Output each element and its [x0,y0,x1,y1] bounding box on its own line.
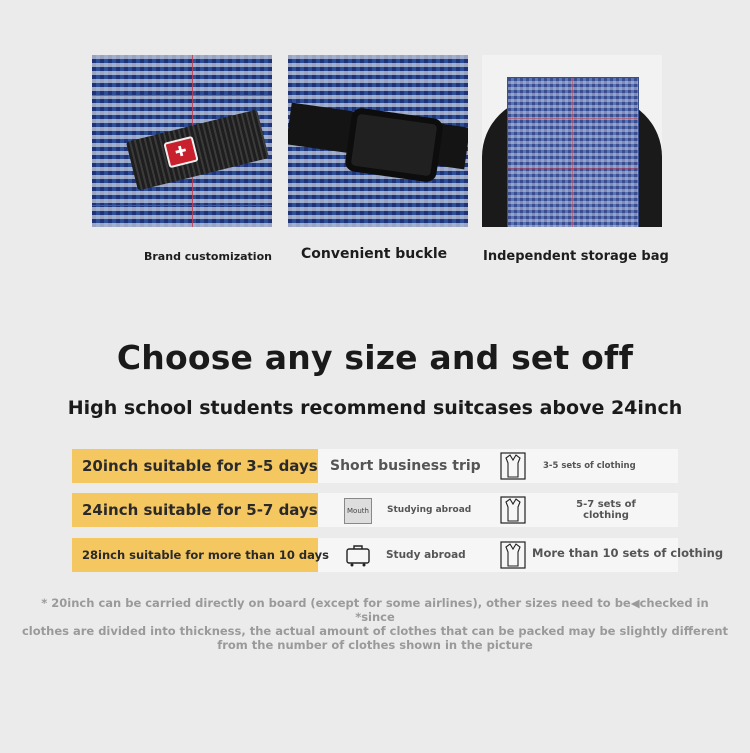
cross-logo-icon: ✚ [163,136,198,168]
size-row [72,538,724,572]
buckle-photo [288,55,468,227]
clothes-line: clothing [583,510,629,521]
usage-label: Studying abroad [387,505,472,515]
size-row [72,449,678,483]
luggage-icon [344,543,372,567]
buckle-icon [344,107,444,183]
clothes-label: More than 10 sets of clothing [532,546,724,560]
caption-convenient-buckle: Convenient buckle [301,246,448,262]
footnote-line: from the number of clothes shown in the picture [217,638,533,652]
footnote-line: * 20inch can be carried directly on board (except for some airlines), other sizes need to be◀checked in *since [41,596,709,624]
caption-storage-bag: Independent storage bag [483,249,669,264]
size-label: 20inch suitable for 3-5 days [72,449,318,483]
shirt-icon [500,496,526,524]
clothes-label [571,499,641,521]
usage-label: Short business trip [330,458,481,474]
footnote [20,596,730,652]
size-label: 24inch suitable for 5-7 days [72,493,318,527]
storage-pocket [507,77,639,227]
headline: Choose any size and set off [116,338,634,377]
caption-brand-customization: Brand customization [144,250,272,263]
clothes-label: 3-5 sets of clothing [543,461,636,471]
storage-bag-photo [482,55,662,227]
clothes-line: 5-7 sets of [576,499,636,510]
brand-tag [126,109,269,190]
size-label: 28inch suitable for more than 10 days [72,538,318,572]
subheadline: High school students recommend suitcases above 24inch [67,397,683,419]
footnote-line: clothes are divided into thickness, the actual amount of clothes that can be packed may be slightly different [21,624,729,638]
brand-tag-photo [92,55,272,227]
mouth-icon: Mouth [344,498,372,524]
usage-label: Study abroad [386,549,466,561]
shirt-icon [500,541,526,569]
size-row [72,493,678,527]
shirt-icon [500,452,526,480]
